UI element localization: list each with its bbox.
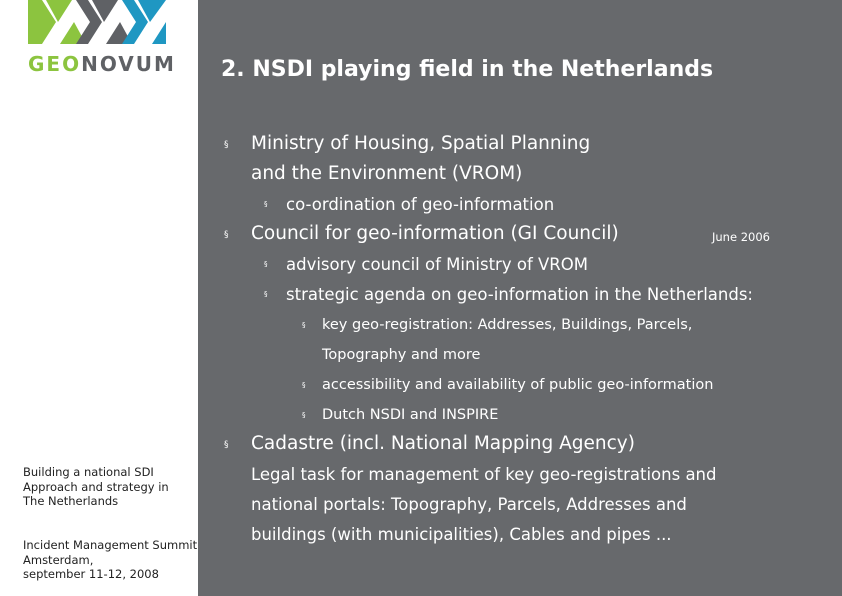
sub-bullet-vrom: co-ordination of geo-information bbox=[286, 195, 555, 214]
cadastre-text-line2: national portals: Topography, Parcels, Addresses and bbox=[251, 495, 687, 514]
bullet-icon: § bbox=[224, 440, 229, 450]
geonovum-logo bbox=[28, 0, 176, 78]
content-panel bbox=[198, 0, 842, 596]
bullet-icon: § bbox=[302, 321, 306, 329]
logo-word-geo: GEO bbox=[28, 52, 82, 76]
event-info bbox=[23, 538, 198, 582]
cadastre-text-line1: Legal task for management of key geo-registrations and bbox=[251, 465, 717, 484]
bullet-vrom-line2: and the Environment (VROM) bbox=[251, 163, 523, 184]
bullet-icon: § bbox=[302, 411, 306, 419]
bullet-icon: § bbox=[224, 230, 229, 240]
logo-word-novum: NOVUM bbox=[81, 52, 176, 76]
sub-sub-bullet-c: Dutch NSDI and INSPIRE bbox=[322, 407, 499, 423]
sub-sub-bullet-b: accessibility and availability of public geo-information bbox=[322, 377, 714, 393]
sub-sub-bullet-a1: key geo-registration: Addresses, Buildings, Parcels, bbox=[322, 317, 693, 333]
slide-date: June 2006 bbox=[712, 230, 770, 244]
logo-mark-icon bbox=[28, 0, 168, 46]
sidebar bbox=[0, 0, 198, 596]
bullet-vrom-line1: Ministry of Housing, Spatial Planning bbox=[251, 133, 591, 154]
sub-bullet-gi-1: advisory council of Ministry of VROM bbox=[286, 255, 588, 274]
presentation-title-line: The Netherlands bbox=[23, 494, 119, 508]
slide-title: 2. NSDI playing field in the Netherlands bbox=[221, 57, 714, 82]
event-line: Incident Management Summit bbox=[23, 538, 198, 552]
sub-sub-bullet-a2: Topography and more bbox=[322, 347, 481, 363]
sub-bullet-gi-2: strategic agenda on geo-information in the Netherlands: bbox=[286, 285, 753, 304]
bullet-icon: § bbox=[264, 200, 268, 208]
bullet-icon: § bbox=[264, 260, 268, 268]
bullet-gi-council: Council for geo-information (GI Council) bbox=[251, 223, 619, 244]
presentation-title-line: Approach and strategy in bbox=[23, 479, 169, 494]
bullet-icon: § bbox=[302, 381, 306, 389]
event-line: september 11-12, 2008 bbox=[23, 567, 159, 581]
bullet-cadastre: Cadastre (incl. National Mapping Agency) bbox=[251, 433, 635, 454]
bullet-icon: § bbox=[224, 140, 229, 150]
cadastre-text-line3: buildings (with municipalities), Cables and pipes ... bbox=[251, 525, 672, 544]
logo-wordmark bbox=[28, 52, 176, 76]
bullet-icon: § bbox=[264, 290, 268, 298]
event-line: Amsterdam, bbox=[23, 552, 94, 567]
presentation-title bbox=[23, 465, 193, 509]
presentation-title-line: Building a national SDI bbox=[23, 465, 154, 479]
